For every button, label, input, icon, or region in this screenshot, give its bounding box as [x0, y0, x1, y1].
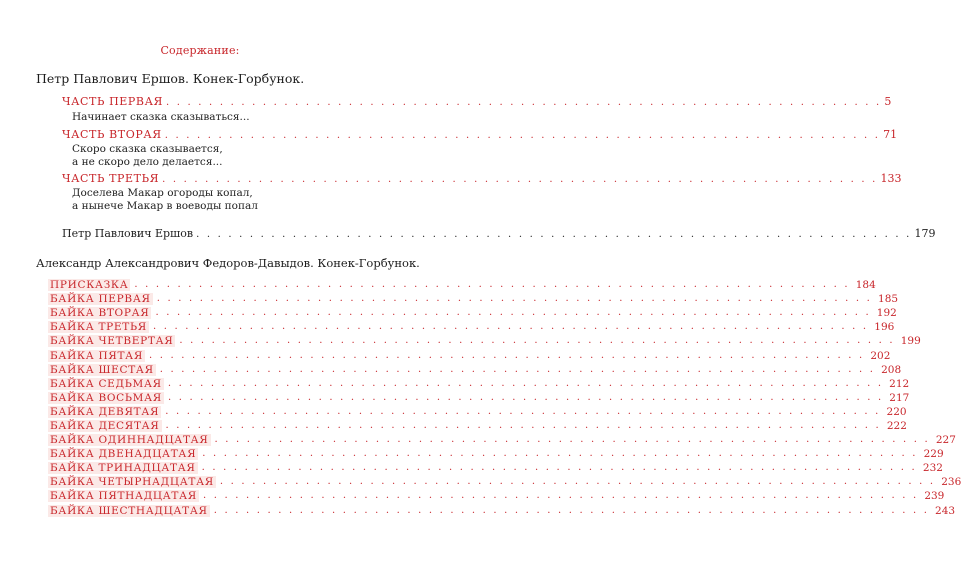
toc-entry-page: 199 [900, 335, 921, 348]
toc-entry[interactable] [48, 292, 899, 306]
toc-entry-author[interactable] [62, 227, 936, 240]
toc-entry-page: 217 [889, 391, 910, 404]
toc-entry-page: 236 [941, 476, 961, 489]
toc-entry[interactable] [48, 504, 956, 518]
toc-entry[interactable] [48, 405, 907, 419]
page-title: Содержание: [160, 44, 240, 57]
toc-entry[interactable] [48, 363, 902, 377]
toc-entry-label: БАЙКА СЕДЬМАЯ [50, 377, 162, 390]
leader-dots: . . . . . . . . . . . . . . . . . . . . . . . . . . . . . . . . . . . . . . . . . . . . . . . . . . . . . . . . . . . . . . . . . . . [159, 363, 876, 375]
toc-entry[interactable] [48, 320, 895, 334]
description-line: Доселева Макар огороды копал, [72, 187, 253, 199]
toc-entry-page: 196 [874, 321, 895, 334]
toc-entry[interactable] [48, 391, 910, 405]
toc-entry-page: 192 [876, 307, 897, 320]
bayka-list [48, 278, 961, 518]
toc-entry-page: 229 [923, 448, 944, 461]
leader-dots: . . . . . . . . . . . . . . . . . . . . . . . . . . . . . . . . . . . . . . . . . . . . . . . . . . . . . . . . . . . . . . . . . . . [202, 490, 919, 502]
toc-entry-label: БАЙКА ПЯТНАДЦАТАЯ [50, 490, 197, 503]
leader-dots: . . . . . . . . . . . . . . . . . . . . . . . . . . . . . . . . . . . . . . . . . . . . . . . . . . . . . . . . . . . . . . . . . . . [164, 130, 881, 141]
toc-entry-page: 185 [878, 293, 899, 306]
toc-entry-label: БАЙКА ВТОРАЯ [50, 307, 150, 320]
leader-dots: . . . . . . . . . . . . . . . . . . . . . . . . . . . . . . . . . . . . . . . . . . . . . . . . . . . . . . . . . . . . . . . . . . . [167, 391, 884, 403]
toc-entry-part-1[interactable] [62, 95, 892, 108]
toc-entry-label: БАЙКА ДЕВЯТАЯ [50, 405, 160, 418]
toc-entry-label: БАЙКА ЧЕТВЕРТАЯ [50, 335, 174, 348]
toc-entry-page: 227 [935, 434, 956, 447]
toc-entry-label: БАЙКА ДВЕНАДЦАТАЯ [50, 448, 197, 461]
leader-dots: . . . . . . . . . . . . . . . . . . . . . . . . . . . . . . . . . . . . . . . . . . . . . . . . . . . . . . . . . . . . . . . . . . . [156, 293, 873, 305]
leader-dots: . . . . . . . . . . . . . . . . . . . . . . . . . . . . . . . . . . . . . . . . . . . . . . . . . . . . . . . . . . . . . . . . . . . [134, 279, 850, 291]
toc-entry-label: ЧАСТЬ ВТОРАЯ [62, 128, 162, 141]
toc-entry[interactable] [48, 377, 910, 391]
toc-entry[interactable] [48, 419, 907, 433]
toc-entry-label: БАЙКА ШЕСТАЯ [50, 363, 154, 376]
leader-dots: . . . . . . . . . . . . . . . . . . . . . . . . . . . . . . . . . . . . . . . . . . . . . . . . . . . . . . . . . . . . . . . . . . . [214, 434, 930, 446]
toc-entry-label: БАЙКА ДЕСЯТАЯ [50, 419, 160, 432]
section1-heading: Петр Павлович Ершов. Конек-Горбунок. [36, 71, 305, 86]
leader-dots: . . . . . . . . . . . . . . . . . . . . . . . . . . . . . . . . . . . . . . . . . . . . . . . . . . . . . . . . . . . . . . . . . . . [213, 504, 930, 516]
toc-entry[interactable] [48, 306, 897, 320]
toc-entry-page: 222 [886, 419, 907, 432]
toc-entry-page: 208 [881, 363, 902, 376]
toc-entry-label: БАЙКА ТРИНАДЦАТАЯ [50, 462, 196, 475]
leader-dots: . . . . . . . . . . . . . . . . . . . . . . . . . . . . . . . . . . . . . . . . . . . . . . . . . . . . . . . . . . . . . . . . . . . [167, 377, 884, 389]
toc-entry-label: БАЙКА ОДИННАДЦАТАЯ [50, 434, 209, 447]
leader-dots: . . . . . . . . . . . . . . . . . . . . . . . . . . . . . . . . . . . . . . . . . . . . . . . . . . . . . . . . . . . . . . . . . . . [201, 462, 917, 474]
leader-dots: . . . . . . . . . . . . . . . . . . . . . . . . . . . . . . . . . . . . . . . . . . . . . . . . . . . . . . . . . . . . . . . . . . . [152, 321, 869, 333]
toc-entry[interactable] [48, 278, 876, 292]
toc-entry-page: 5 [884, 95, 892, 108]
toc-entry-label: БАЙКА ВОСЬМАЯ [50, 391, 162, 404]
toc-entry-label: БАЙКА ТРЕТЬЯ [50, 321, 147, 334]
leader-dots: . . . . . . . . . . . . . . . . . . . . . . . . . . . . . . . . . . . . . . . . . . . . . . . . . . . . . . . . . . . . . . . . . . . [155, 307, 871, 319]
leader-dots: . . . . . . . . . . . . . . . . . . . . . . . . . . . . . . . . . . . . . . . . . . . . . . . . . . . . . . . . . . . . . . . . . . . [196, 229, 912, 240]
toc-entry-page: 202 [870, 349, 891, 362]
toc-entry[interactable] [48, 447, 944, 461]
description-line: а нынече Макар в воеводы попал [72, 200, 258, 212]
leader-dots: . . . . . . . . . . . . . . . . . . . . . . . . . . . . . . . . . . . . . . . . . . . . . . . . . . . . . . . . . . . . . . . . . . . [162, 174, 878, 185]
part-2-description [72, 143, 223, 169]
toc-entry[interactable] [48, 348, 891, 362]
toc-entry-page: 71 [883, 128, 898, 141]
toc-entry-label: Петр Павлович Ершов [62, 227, 194, 240]
toc-entry[interactable] [48, 475, 961, 489]
toc-entry-label: БАЙКА ПЯТАЯ [50, 349, 144, 362]
toc-entry-page: 239 [924, 490, 945, 503]
description-line: Скоро сказка сказывается, [72, 143, 223, 155]
leader-dots: . . . . . . . . . . . . . . . . . . . . . . . . . . . . . . . . . . . . . . . . . . . . . . . . . . . . . . . . . . . . . . . . . . . [165, 419, 881, 431]
leader-dots: . . . . . . . . . . . . . . . . . . . . . . . . . . . . . . . . . . . . . . . . . . . . . . . . . . . . . . . . . . . . . . . . . . . [165, 405, 881, 417]
part-1-description [72, 111, 250, 124]
leader-dots: . . . . . . . . . . . . . . . . . . . . . . . . . . . . . . . . . . . . . . . . . . . . . . . . . . . . . . . . . . . . . . . . . . . [202, 448, 918, 460]
part-3-description [72, 187, 258, 213]
toc-entry-label: БАЙКА ПЕРВАЯ [50, 293, 151, 306]
toc-entry-page: 232 [922, 462, 943, 475]
toc-entry-label: ПРИСКАЗКА [50, 279, 129, 292]
leader-dots: . . . . . . . . . . . . . . . . . . . . . . . . . . . . . . . . . . . . . . . . . . . . . . . . . . . . . . . . . . . . . . . . . . . [179, 335, 895, 347]
toc-entry-label: БАЙКА ШЕСТНАДЦАТАЯ [50, 504, 208, 517]
toc-entry-label: ЧАСТЬ ПЕРВАЯ [62, 95, 164, 108]
leader-dots: . . . . . . . . . . . . . . . . . . . . . . . . . . . . . . . . . . . . . . . . . . . . . . . . . . . . . . . . . . . . . . . . . . . [166, 97, 882, 108]
toc-entry-label: БАЙКА ЧЕТЫРНАДЦАТАЯ [50, 476, 214, 489]
toc-entry-part-2[interactable] [62, 128, 898, 141]
toc-entry[interactable] [48, 433, 956, 447]
section2-heading: Александр Александрович Федоров-Давыдов. Конек-Горбунок. [36, 256, 420, 270]
toc-entry[interactable] [48, 334, 921, 348]
toc-entry-page: 133 [880, 172, 902, 185]
toc-entry-page: 179 [914, 227, 936, 240]
toc-entry[interactable] [48, 489, 945, 503]
leader-dots: . . . . . . . . . . . . . . . . . . . . . . . . . . . . . . . . . . . . . . . . . . . . . . . . . . . . . . . . . . . . . . . . . . . [219, 476, 936, 488]
toc-entry-label: ЧАСТЬ ТРЕТЬЯ [62, 172, 160, 185]
toc-entry-page: 212 [889, 377, 910, 390]
toc-entry-page: 243 [935, 504, 956, 517]
toc-entry-page: 220 [886, 405, 907, 418]
description-line: а не скоро дело делается... [72, 156, 223, 168]
toc-entry[interactable] [48, 461, 943, 475]
leader-dots: . . . . . . . . . . . . . . . . . . . . . . . . . . . . . . . . . . . . . . . . . . . . . . . . . . . . . . . . . . . . . . . . . . . [149, 349, 865, 361]
toc-entry-part-3[interactable] [62, 172, 902, 185]
description-line: Начинает сказка сказываться... [72, 111, 250, 123]
toc-entry-page: 184 [855, 279, 876, 292]
